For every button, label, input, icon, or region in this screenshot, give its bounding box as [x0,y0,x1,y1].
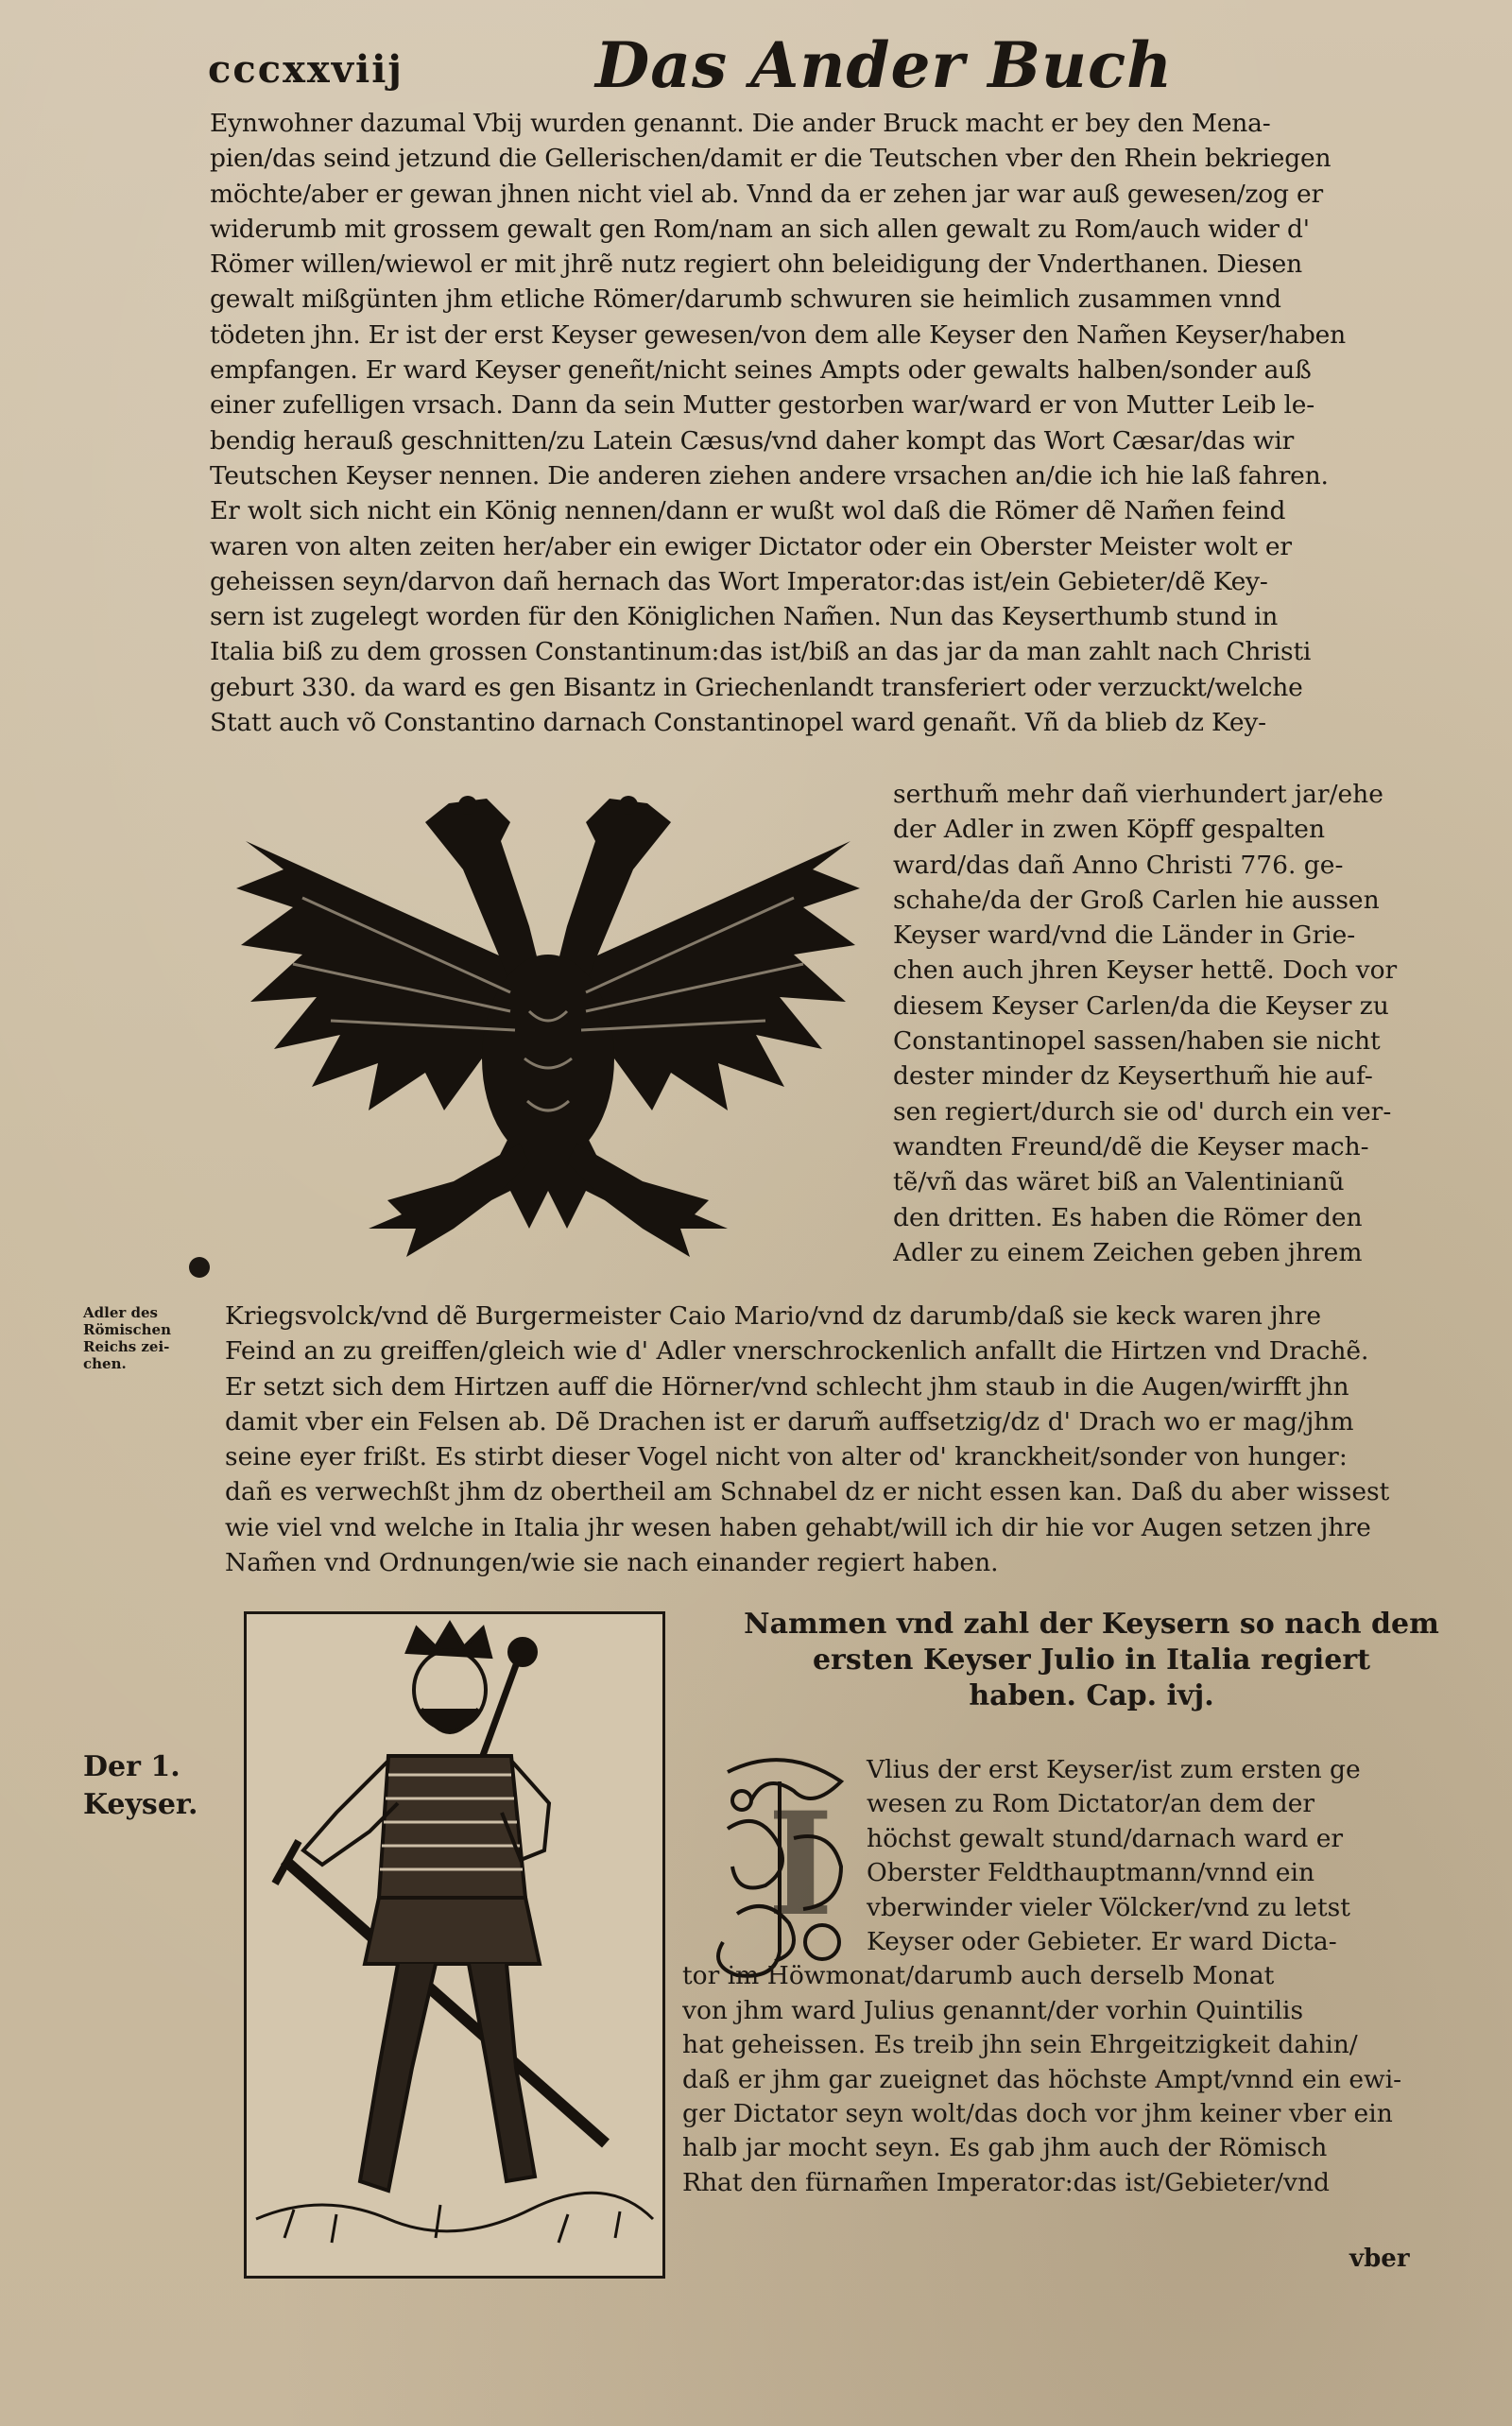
chapter-heading-line: Nammen vnd zahl der Keysern so nach dem [744,1608,1439,1641]
double-headed-eagle-woodcut [227,784,869,1276]
text-line: dester minder dz Keyserthum̃ hie auf- [893,1061,1373,1092]
chapter-heading [699,1607,1484,1714]
text-line: Eynwohner dazumal Vbij wurden genannt. Die ander Bruck macht er bey den Mena- [210,109,1271,138]
text-line: der Adler in zwen Köpff gespalten [893,815,1326,845]
text-line: ward/das dañ Anno Christi 776. ge- [893,850,1344,880]
text-beside-eagle [893,777,1422,1270]
margin-note-line: Reichs zei- [83,1338,170,1355]
side-label-line: Der 1. [83,1750,180,1783]
text-line: Statt auch võ Constantino darnach Constantinopel ward genañt. Vñ da blieb dz Key- [210,708,1266,738]
text-line: wandten Freund/dẽ die Keyser mach- [893,1131,1369,1161]
folio-number: cccxxviij [208,47,404,92]
text-line: von jhm ward Julius genannt/der vorhin Quintilis [682,1995,1304,2025]
text-line: widerumb mit grossem gewalt gen Rom/nam an sich allen gewalt zu Rom/auch wider d' [210,214,1310,244]
text-line: gewalt mißgünten jhm etliche Römer/darumb schwuren sie heimlich zusammen vnnd [210,284,1281,315]
text-line: serthum̃ mehr dañ vierhundert jar/ehe [893,780,1383,809]
running-title: Das Ander Buch [595,28,1174,102]
text-line: einer zufelligen vrsach. Dann da sein Mutter gestorben war/ward er von Mutter Leib le- [210,390,1314,421]
text-line: tẽ/vñ das wäret biß an Valentinianũ [893,1167,1345,1197]
text-line: halb jar mocht seyn. Es gab jhm auch der Römisch [682,2133,1328,2163]
text-line: Constantinopel sassen/haben sie nicht [893,1026,1381,1057]
margin-note-line: Adler des [83,1304,158,1321]
text-line: den dritten. Es haben die Römer den [893,1202,1363,1232]
text-line: tor im Höwmonat/darumb auch derselb Monat [682,1961,1275,1991]
text-line: Kriegsvolck/vnd dẽ Burgermeister Caio Mario/vnd dz darumb/daß sie keck waren jhre [225,1301,1322,1331]
text-line: Keyser oder Gebieter. Er ward Dicta- [867,1926,1337,1956]
emperor-woodcut [244,1611,665,2279]
text-line: Adler zu einem Zeichen geben jhrem [893,1237,1363,1267]
text-line: sern ist zugelegt worden für den Königlichen Nam̃en. Nun das Keyserthumb stund in [210,602,1279,632]
initial-glyph: I [767,1781,834,1948]
text-line: Teutschen Keyser nennen. Die anderen ziehen andere vrsachen an/die ich hie laß fahren. [210,460,1329,490]
text-line: waren von alten zeiten her/aber ein ewiger Dictator oder ein Oberster Meister wolt er [210,531,1292,561]
text-line: pien/das seind jetzund die Gellerischen/damit er die Teutschen vber den Rhein bekriegen [210,144,1332,174]
text-line: Römer willen/wiewol er mit jhrẽ nutz regiert ohn beleidigung der Vnderthanen. Diesen [210,249,1302,280]
text-line: höchst gewalt stund/darnach ward er [867,1823,1344,1853]
emperor-figure-illustration [247,1614,662,2276]
text-line: chen auch jhren Keyser hettẽ. Doch vor [893,955,1398,986]
text-after-eagle [225,1299,1435,1580]
text-line: möchte/aber er gewan jhnen nicht viel ab. Vnnd da er zehen jar war auß gewesen/zog er [210,179,1323,209]
text-line: Er wolt sich nicht ein König nennen/dann er wußt wol daß die Römer dẽ Nam̃en feind [210,496,1286,526]
text-line: vberwinder vieler Völcker/vnd zu letst [867,1892,1350,1922]
text-line: sen regiert/durch sie od' durch ein ver- [893,1096,1392,1127]
main-text-top [210,106,1410,740]
text-line: empfangen. Er ward Keyser geneñt/nicht seines Ampts oder gewalts halben/sonder auß [210,355,1312,386]
text-line: Nam̃en vnd Ordnungen/wie sie nach einander regiert haben. [225,1548,999,1578]
text-line: tödeten jhn. Er ist der erst Keyser gewesen/von dem alle Keyser den Nam̃en Keyser/haben [210,319,1347,350]
text-line: Rhat den fürnam̃en Imperator:das ist/Gebieter/vnd [682,2167,1330,2197]
margin-note-line: Römischen [83,1321,171,1338]
text-line: dañ es verwechßt jhm dz obertheil am Schnabel dz er nicht essen kan. Daß du aber wissest [225,1477,1390,1507]
text-line: damit vber ein Felsen ab. Dẽ Drachen ist er darum̃ auffsetzig/dz d' Drach wo er mag/jhm [225,1406,1354,1437]
text-line: Er setzt sich dem Hirtzen auff die Hörner/vnd schlecht jhm staub in die Augen/wirfft jhn [225,1371,1349,1402]
text-line: Feind an zu greiffen/gleich wie d' Adler vnerschrockenlich anfallt die Hirtzen vnd Drachẽ. [225,1336,1369,1367]
text-line: Keyser ward/vnd die Länder in Grie- [893,921,1356,951]
text-line: wie viel vnd welche in Italia jhr wesen haben gehabt/will ich dir hie vor Augen setzen jhre [225,1512,1371,1542]
chapter-text [682,1753,1448,2200]
margin-note-line: chen. [83,1355,127,1372]
text-line: schahe/da der Groß Carlen hie aussen [893,885,1380,915]
text-line: geheissen seyn/darvon dañ hernach das Wort Imperator:das ist/ein Gebieter/dẽ Key- [210,566,1268,596]
text-line: daß er jhm gar zueignet das höchste Ampt/vnnd ein ewi- [682,2064,1402,2094]
catchword: vber [1349,2245,1410,2273]
text-line: diesem Keyser Carlen/da die Keyser zu [893,990,1389,1021]
chapter-heading-line: haben. Cap. ivj. [969,1679,1214,1712]
text-line: ger Dictator seyn wolt/das doch vor jhm keiner vber ein [682,2098,1393,2128]
text-line: wesen zu Rom Dictator/an dem der [867,1789,1315,1819]
ink-blot [189,1257,210,1278]
text-line: Vlius der erst Keyser/ist zum ersten ge [867,1755,1361,1784]
text-line: Italia biß zu dem grossen Constantinum:das ist/biß an das jar da man zahlt nach Christi [210,637,1312,667]
text-line: seine eyer frißt. Es stirbt dieser Vogel nicht von alter od' kranckheit/sonder von hunger: [225,1442,1348,1472]
text-line: bendig herauß geschnitten/zu Latein Cæsus/vnd daher kompt das Wort Cæsar/das wir [210,425,1295,456]
text-line: hat geheissen. Es treib jhn sein Ehrgeitzigkeit dahin/ [682,2030,1358,2060]
chapter-heading-line: ersten Keyser Julio in Italia regiert [812,1643,1371,1677]
side-label-line: Keyser. [83,1788,198,1821]
text-line: Oberster Feldthauptmann/vnnd ein [867,1858,1315,1888]
margin-note-eagle [83,1304,206,1372]
emperor-number-label [83,1748,198,1824]
text-line: geburt 330. da ward es gen Bisantz in Griechenlandt transferiert oder verzuckt/welche [210,672,1303,702]
